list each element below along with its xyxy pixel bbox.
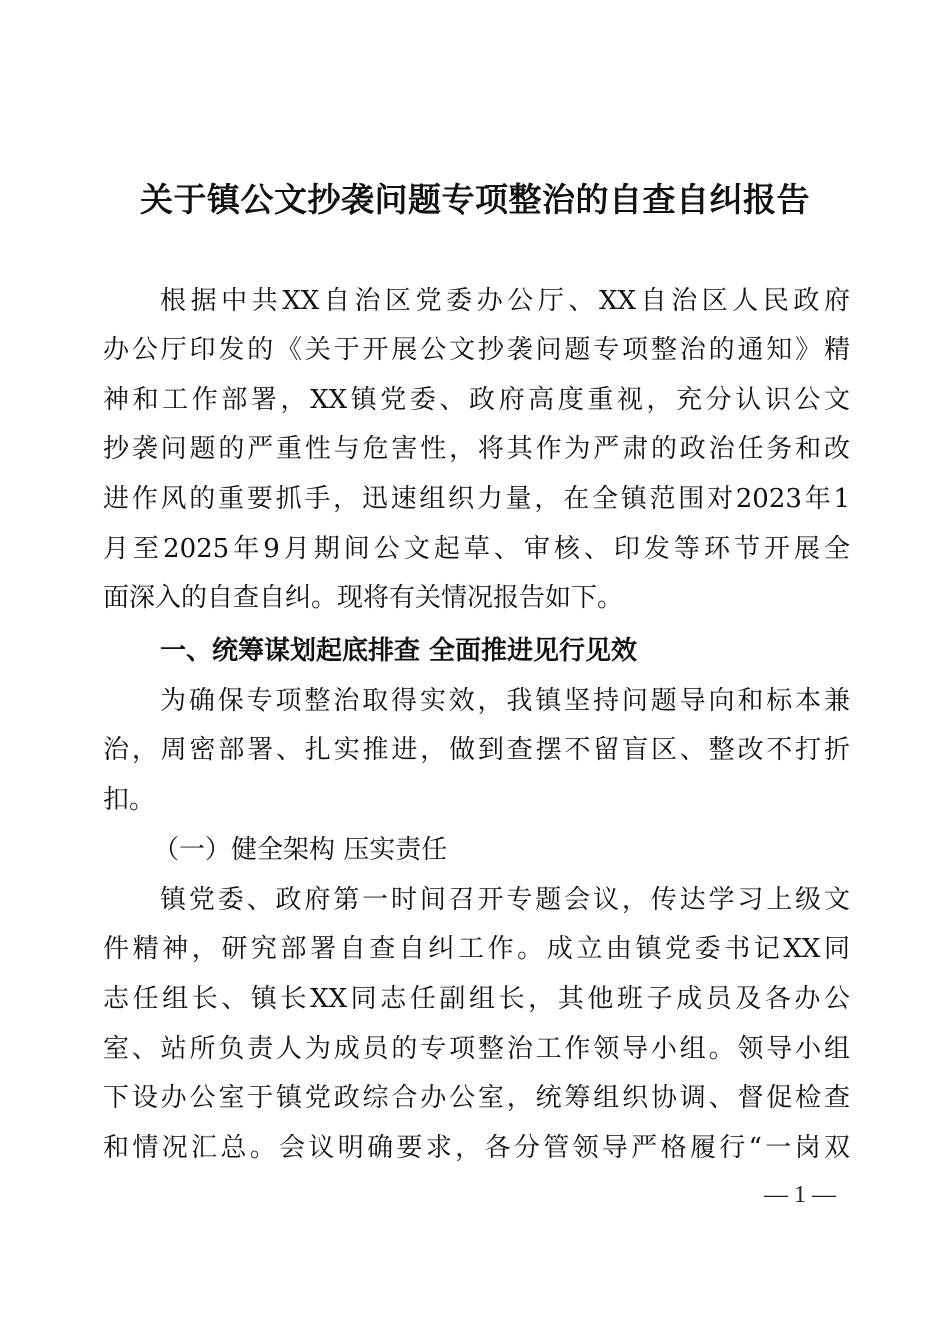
paragraph-line: 进作风的重要抓手，迅速组织力量，在全镇范围对2023年1 bbox=[103, 484, 850, 514]
paragraph-line: 和情况汇总。会议明确要求，各分管领导严格履行“一岗双 bbox=[103, 1133, 850, 1163]
paragraph-line: 根据中共XX自治区党委办公厅、XX自治区人民政府 bbox=[160, 286, 850, 316]
paragraph-line: 治，周密部署、扎实推进，做到查摆不留盲区、整改不打折 bbox=[103, 735, 850, 765]
paragraph-line: 志任组长、镇长XX同志任副组长，其他班子成员及各办公 bbox=[103, 984, 850, 1014]
paragraph-line: 面深入的自查自纠。现将有关情况报告如下。 bbox=[103, 583, 624, 613]
paragraph-line: 抄袭问题的严重性与危害性，将其作为严肃的政治任务和改 bbox=[103, 434, 850, 464]
paragraph-line: 镇党委、政府第一时间召开专题会议，传达学习上级文 bbox=[160, 885, 850, 915]
paragraph-line: 扣。 bbox=[103, 785, 156, 815]
paragraph-line: 为确保专项整治取得实效，我镇坚持问题导向和标本兼 bbox=[160, 686, 850, 716]
paragraph-line: 神和工作部署，XX镇党委、政府高度重视，充分认识公文 bbox=[103, 385, 850, 415]
paragraph-line: 月至2025年9月期间公文起草、审核、印发等环节开展全 bbox=[103, 534, 850, 564]
paragraph-line: 下设办公室于镇党政综合办公室，统筹组织协调、督促检查 bbox=[103, 1083, 850, 1113]
page-number: — 1 — bbox=[764, 1182, 836, 1208]
subsection-heading: （一）健全架构 压实责任 bbox=[153, 835, 448, 865]
paragraph-line: 办公厅印发的《关于开展公文抄袭问题专项整治的通知》精 bbox=[103, 335, 850, 365]
document-title: 关于镇公文抄袭问题专项整治的自查自纠报告 bbox=[140, 180, 810, 219]
paragraph-line: 室、站所负责人为成员的专项整治工作领导小组。领导小组 bbox=[103, 1034, 850, 1064]
paragraph-line: 件精神，研究部署自查自纠工作。成立由镇党委书记XX同 bbox=[103, 934, 850, 964]
section-heading: 一、统筹谋划起底排查 全面推进见行见效 bbox=[160, 636, 638, 666]
